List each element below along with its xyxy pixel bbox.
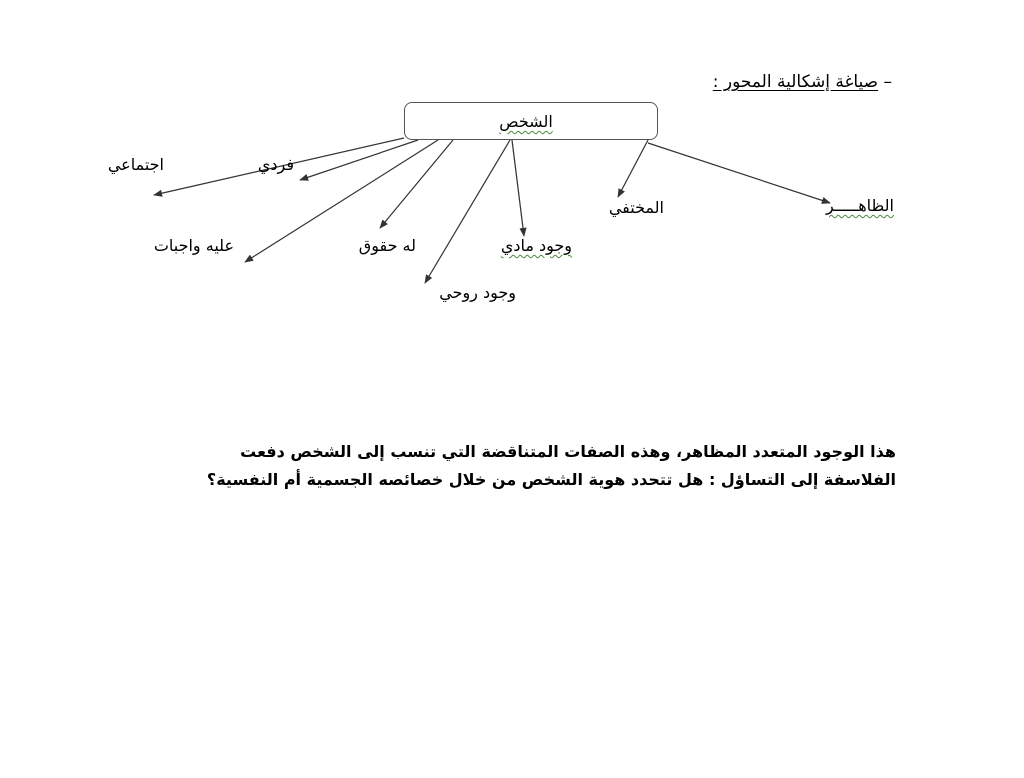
node-rights: له حقوق [358,236,416,255]
node-duties: عليه واجبات [153,236,234,255]
arrow-spiritual [425,140,510,283]
arrow-hidden [618,140,648,197]
node-apparent-text: الظاهـــــر [825,196,894,215]
question-paragraph [156,438,896,494]
arrow-apparent [648,143,830,203]
node-material [501,236,572,255]
node-social: اجتماعي [107,155,164,174]
node-material-text: وجود مادي [500,236,572,255]
paragraph-line-1: هذا الوجود المتعدد المظاهر، وهذه الصفات المتناقضة التي تنسب إلى الشخص دفعت [240,442,896,461]
node-individual: فردي [257,155,294,174]
arrow-material [512,140,524,236]
node-apparent [826,196,894,215]
paragraph-line-2: الفلاسفة إلى التساؤل : هل تتحدد هوية الشخص من خلال خصائصه الجسمية أم النفسية؟ [206,470,896,489]
node-spiritual: وجود روحي [439,283,516,302]
root-label-text: الشخص [499,112,553,131]
node-hidden: المختفي [608,198,664,217]
heading-dash: – [883,72,892,92]
root-node-label [0,112,1024,131]
heading-text: صياغة إشكالية المحور : [712,72,879,92]
arrow-individual [300,140,418,180]
